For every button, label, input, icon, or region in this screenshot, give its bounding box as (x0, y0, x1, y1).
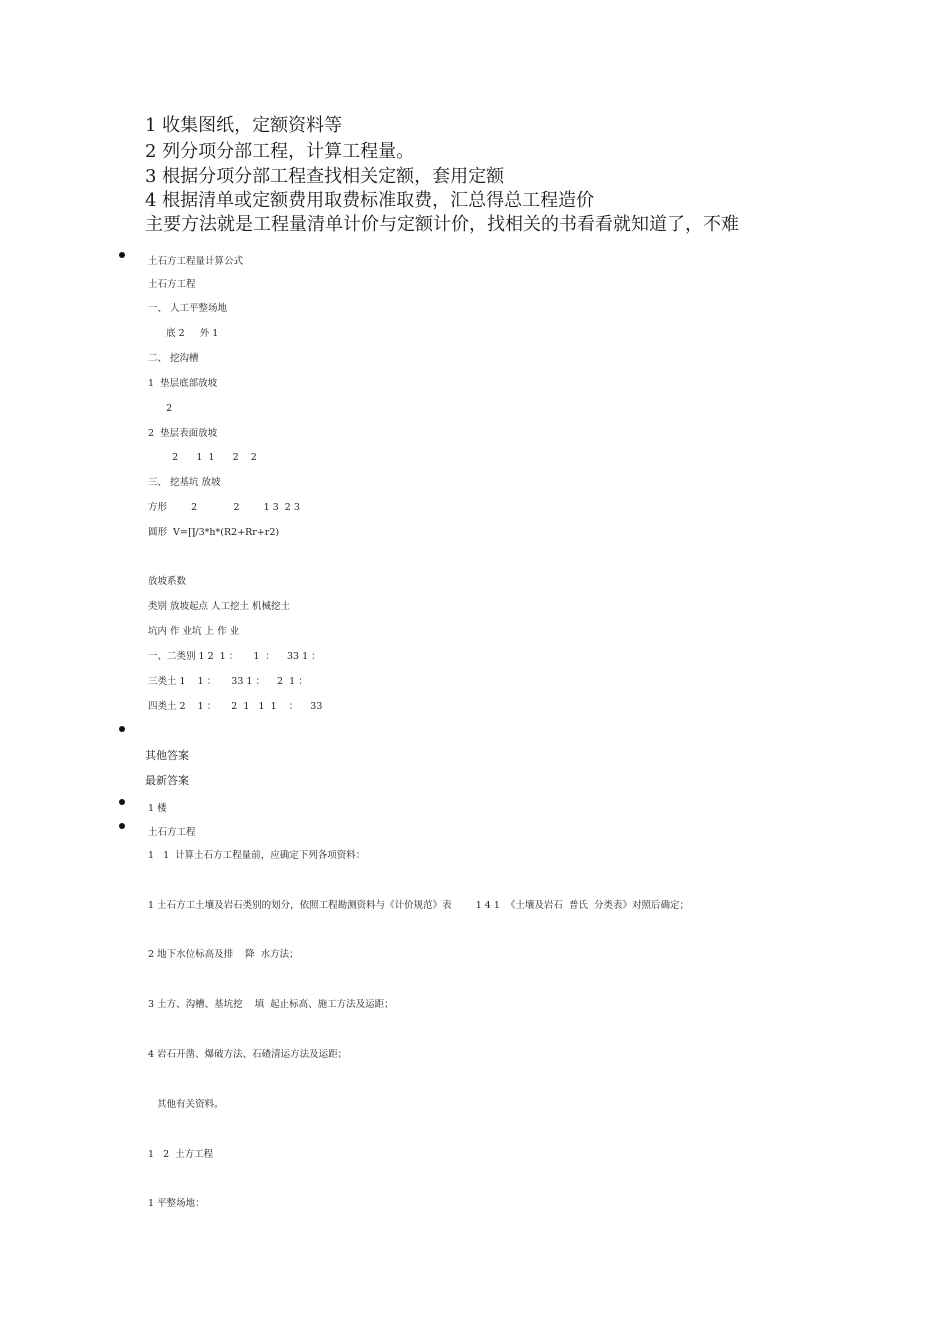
answer-line: 土石方工程 (148, 827, 196, 838)
list-bullet (119, 252, 125, 258)
list-bullet (119, 823, 125, 829)
answer-line: 1 1 计算土石方工程量前，应确定下列各项资料： (148, 850, 366, 861)
formula-line: 坑内 作 业坑 上 作 业 (148, 626, 240, 637)
formula-line: 2 垫层表面放坡 (148, 428, 218, 439)
step-4: 4 根据清单或定额费用取费标准取费，汇总得总工程造价 (145, 190, 595, 211)
formula-title: 土石方工程量计算公式 (148, 256, 244, 267)
formula-line: 放坡系数 (148, 576, 187, 587)
formula-line: 四类土 2 1 ： 2 1 1 1 ： 33 (148, 701, 323, 712)
formula-line: 1 垫层底部放坡 (148, 378, 218, 389)
answer-line: 1 2 土方工程 (148, 1149, 214, 1160)
formula-line: 底 2 外 1 (148, 328, 219, 339)
answer-line: 4 岩石开凿、爆破方法、石碴清运方法及运距； (148, 1049, 348, 1060)
list-bullet (119, 726, 125, 732)
formula-line: 一、 人工平整场地 (148, 303, 228, 314)
step-3: 3 根据分项分部工程查找相关定额，套用定额 (145, 166, 505, 187)
answer-line: 其他有关资料。 (148, 1099, 224, 1110)
formula-line: 二、 挖沟槽 (148, 353, 199, 364)
answer-line: 1 平整场地： (148, 1198, 205, 1209)
formula-line: 三类土 1 1 ： 33 1 ： 2 1 ： (148, 676, 308, 687)
formula-line: 土石方工程 (148, 279, 196, 290)
formula-line: 方形 2 2 1 3 2 3 (148, 502, 300, 513)
method-summary: 主要方法就是工程量清单计价与定额计价，找相关的书看看就知道了，不难 (145, 214, 739, 235)
formula-line: 类别 放坡起点 人工挖土 机械挖土 (148, 601, 291, 612)
formula-line: 圆形 V=∏/3*h*(R2+Rr+r2) (148, 527, 280, 538)
other-answers-heading: 其他答案 (145, 749, 189, 762)
answer-line: 2 地下水位标高及排 降 水方法； (148, 949, 299, 960)
formula-line: 2 1 1 2 2 (148, 452, 257, 463)
formula-line: 2 (148, 403, 173, 414)
floor-label: 1 楼 (148, 803, 167, 814)
step-2: 2 列分项分部工程，计算工程量。 (145, 141, 415, 162)
formula-line: 一、二类别 1 2 1 ： 1 ： 33 1 ： (148, 651, 321, 662)
step-1: 1 收集图纸，定额资料等 (145, 115, 343, 136)
list-bullet (119, 799, 125, 805)
latest-answers-heading: 最新答案 (145, 774, 189, 787)
answer-line: 3 土方、沟槽、基坑挖 填 起止标高、施工方法及运距； (148, 999, 394, 1010)
answer-line: 1 土石方工土壤及岩石类别的划分，依照工程勘测资料与《计价规范》表 1 4 1 《土壤及岩石 普氏 分类表》对照后确定； (148, 900, 690, 911)
formula-line: 三、 挖基坑 放坡 (148, 477, 221, 488)
